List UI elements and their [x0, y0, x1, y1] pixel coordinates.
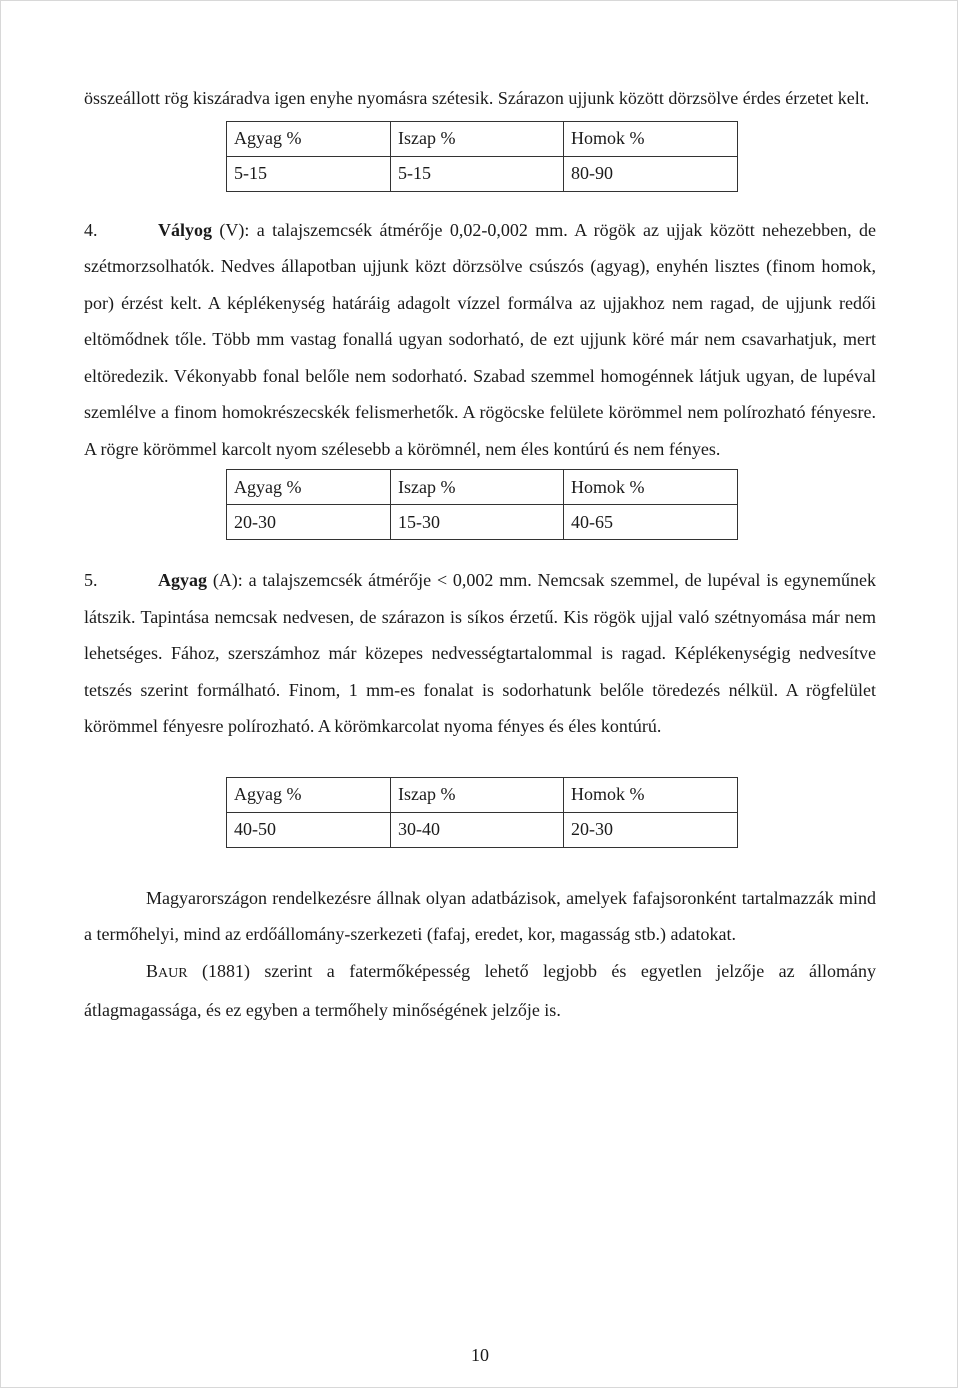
item-term: Vályog — [158, 219, 212, 240]
item-description: (V): a talajszemcsék átmérője 0,02-0,002 mm. A rögök az ujjak között nehezebben, de szétmorzsolhatók. Nedves állapotban ujjunk közt dörzsölve csúszós (agyag), enyhén lisztes (finom homok, por) érzést kelt. A képlékenység határáig adagolt vízzel formálva az ujjakhoz nem ragad, de ujjunk redői eltömődnek tőle. Több mm vastag fonallá ugyan sodorható, de ezt ujjunk köré már nem csavarhatjuk, mert eltöredezik. Vékonyabb fonal belőle nem sodorható. Szabad szemmel homogénnek látjuk ugyan, de lupéval szemlélve a finom homokrészecskék felismerhetők. A rögöcske felülete körömmel nem polírozható fényesre. A rögre körömmel karcolt nyom szélesebb a körömnél, nem éles kontúrú és nem fényes. — [84, 219, 876, 459]
table-header-row — [227, 121, 738, 156]
value-homok: 40-65 — [564, 505, 738, 540]
value-agyag: 40-50 — [227, 812, 391, 847]
table-header-row — [227, 777, 738, 812]
value-agyag: 20-30 — [227, 505, 391, 540]
author-name-smallcaps: AUR — [158, 965, 188, 981]
item-5-agyag — [84, 562, 876, 745]
header-homok: Homok % — [564, 777, 738, 812]
header-agyag: Agyag % — [227, 470, 391, 505]
header-iszap: Iszap % — [391, 121, 564, 156]
header-agyag: Agyag % — [227, 777, 391, 812]
header-iszap: Iszap % — [391, 470, 564, 505]
item-description: (A): a talajszemcsék átmérője < 0,002 mm. Nemcsak szemmel, de lupéval is egyneműnek látszik. Tapintása nemcsak nedvesen, de szárazon is síkos érzetű. Kis rögök ujjal való szétnyomása már nem lehetséges. Fához, szerszámhoz már közepes nedvességtartalommal is ragad. Képlékenységig nedvesítve tetszés szerint formálható. Finom, 1 mm-es fonalat is sodorhatunk belőle töredezés nélkül. A rögfelület körömmel fényesre polírozható. A körömkarcolat nyoma fényes és éles kontúrú. — [84, 570, 876, 736]
value-iszap: 30-40 — [391, 812, 564, 847]
value-iszap: 5-15 — [391, 156, 564, 191]
item-number: 4. — [84, 219, 98, 240]
table-header-row — [227, 470, 738, 505]
item-4-valyog — [84, 212, 876, 468]
texture-table-valyog — [226, 469, 738, 540]
header-iszap: Iszap % — [391, 777, 564, 812]
item-term: Agyag — [158, 570, 207, 590]
table-row — [227, 505, 738, 540]
document-body — [84, 80, 876, 1029]
texture-table-homok — [226, 121, 738, 192]
baur-paragraph — [84, 953, 876, 1029]
value-homok: 80-90 — [564, 156, 738, 191]
page-number: 10 — [471, 1345, 489, 1365]
value-iszap: 15-30 — [391, 505, 564, 540]
header-homok: Homok % — [564, 121, 738, 156]
header-homok: Homok % — [564, 470, 738, 505]
value-agyag: 5-15 — [227, 156, 391, 191]
item-number: 5. — [84, 570, 98, 590]
intro-paragraph: összeállott rög kiszáradva igen enyhe nyomásra szétesik. Szárazon ujjunk között dörzsölve érdes érzetet kelt. — [84, 88, 870, 108]
databases-paragraph: Magyarországon rendelkezésre állnak olyan adatbázisok, amelyek fafajsoronként tartalmazzák mind a termőhelyi, mind az erdőállomány-szerkezeti (fafaj, eredet, kor, magasság stb.) adatokat. — [84, 887, 876, 944]
texture-table-agyag — [226, 777, 738, 848]
table-row — [227, 812, 738, 847]
header-agyag: Agyag % — [227, 121, 391, 156]
table-row — [227, 156, 738, 191]
baur-text: (1881) szerint a fatermőképesség lehető legjobb és egyetlen jelzője az állomány átlagmagassága, és ez egyben a termőhely minőségének jelzője is. — [84, 960, 876, 1020]
author-initial: B — [146, 960, 159, 981]
value-homok: 20-30 — [564, 812, 738, 847]
